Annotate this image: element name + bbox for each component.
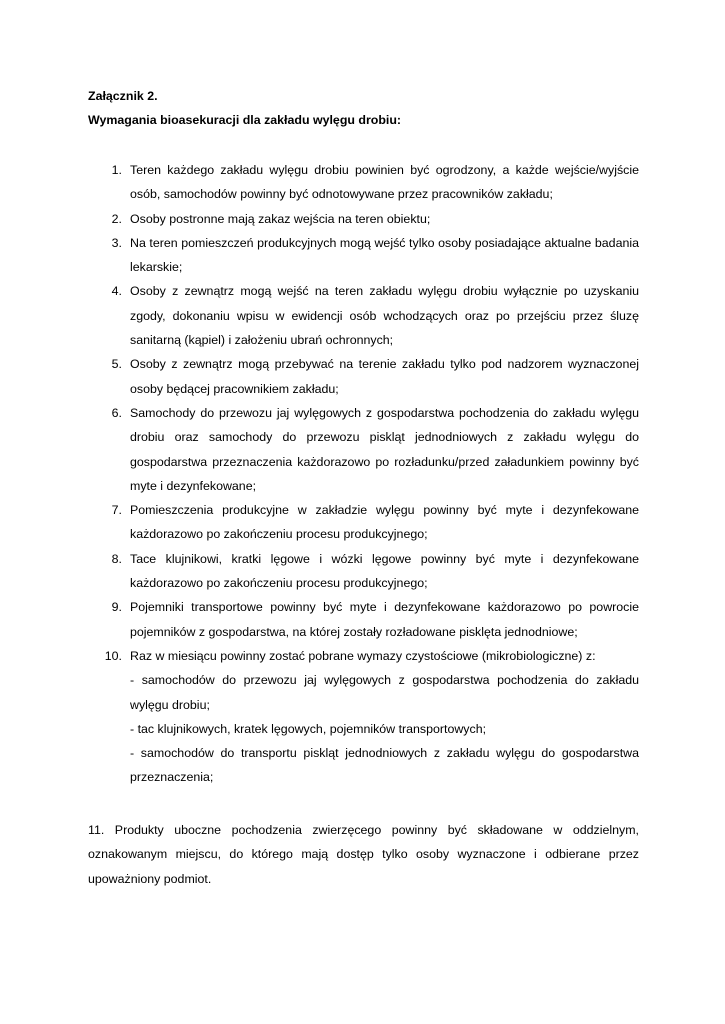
- item-number: 3.: [111, 235, 122, 250]
- item-number: 9.: [111, 600, 122, 615]
- item-text: Raz w miesiącu powinny zostać pobrane wymazy czystościowe (mikrobiologiczne) z:: [130, 648, 596, 663]
- item-text: Tace klujnikowi, kratki lęgowe i wózki lęgowe powinny być myte i dezynfekowane każdorazowo po zakończeniu procesu produkcyjnego;: [130, 551, 639, 591]
- item-text: Osoby postronne mają zakaz wejścia na teren obiektu;: [130, 211, 431, 226]
- item-text: Osoby z zewnątrz mogą przebywać na terenie zakładu tylko pod nadzorem wyznaczonej osoby będącej pracownikiem zakładu;: [130, 357, 639, 396]
- list-item: [88, 547, 639, 596]
- paragraph-11: 11. Produkty uboczne pochodzenia zwierzęcego powinny być składowane w oddzielnym, oznakowanym miejscu, do którego mają dostęp tylko osoby wyznaczone i odbierane przez upoważniony podmiot.: [88, 823, 639, 886]
- list-item: [88, 158, 639, 207]
- item-text: Teren każdego zakładu wylęgu drobiu powinien być ogrodzony, a każde wejście/wyjście osób, samochodów powinny być odnotowywane przez pracowników zakładu;: [130, 163, 639, 202]
- item-number: 5.: [111, 357, 122, 372]
- item-number: 7.: [111, 503, 122, 518]
- annex-title: Załącznik 2.: [88, 89, 158, 103]
- list-item: [88, 207, 639, 231]
- item-text: Pojemniki transportowe powinny być myte i dezynfekowane każdorazowo po powrocie pojemników z gospodarstwa, na której zostały rozładowane pisklęta jednodniowe;: [130, 600, 639, 639]
- item-number: 4.: [111, 284, 122, 299]
- item-number: 8.: [111, 551, 122, 566]
- list-item: [88, 352, 639, 401]
- item-text: Samochody do przewozu jaj wylęgowych z gospodarstwa pochodzenia do zakładu wylęgu drobiu oraz samochody do przewozu piskląt jednodniowych z zakładu wylęgu do gospodarstwa przeznaczenia każdorazowo po rozładunku/przed załadunkiem powinny być myte i dezynfekowane;: [130, 405, 639, 493]
- list-item: [88, 498, 639, 547]
- item-number: 1.: [111, 163, 122, 177]
- requirements-list: [88, 158, 639, 790]
- item-number: 6.: [111, 405, 122, 420]
- document-title: Wymagania bioasekuracji dla zakładu wylęgu drobiu:: [88, 113, 402, 127]
- item-text: Osoby z zewnątrz mogą wejść na teren zakładu wylęgu drobiu wyłącznie po uzyskaniu zgody, dokonaniu wpisu w ewidencji osób wchodzących oraz po przejściu przez śluzę sanitarną (kąpiel) i założeniu ubrań ochronnych;: [130, 284, 639, 348]
- item-text: Pomieszczenia produkcyjne w zakładzie wylęgu powinny być myte i dezynfekowane każdorazowo po zakończeniu procesu produkcyjnego;: [130, 503, 639, 542]
- list-item: [88, 644, 639, 790]
- item-text: Na teren pomieszczeń produkcyjnych mogą wejść tylko osoby posiadające aktualne badania lekarskie;: [130, 235, 639, 275]
- item-number: 2.: [111, 211, 122, 226]
- list-item: [88, 231, 639, 280]
- sub-item: - tac klujnikowych, kratek lęgowych, pojemników transportowych;: [130, 721, 487, 736]
- list-item: [88, 595, 639, 644]
- item-number: 10.: [104, 648, 122, 663]
- list-item: [88, 401, 639, 498]
- sub-item: - samochodów do przewozu jaj wylęgowych z gospodarstwa pochodzenia do zakładu wylęgu drobiu;: [130, 673, 639, 712]
- list-item: [88, 279, 639, 352]
- sub-item: - samochodów do transportu piskląt jednodniowych z zakładu wylęgu do gospodarstwa przeznaczenia;: [130, 746, 639, 785]
